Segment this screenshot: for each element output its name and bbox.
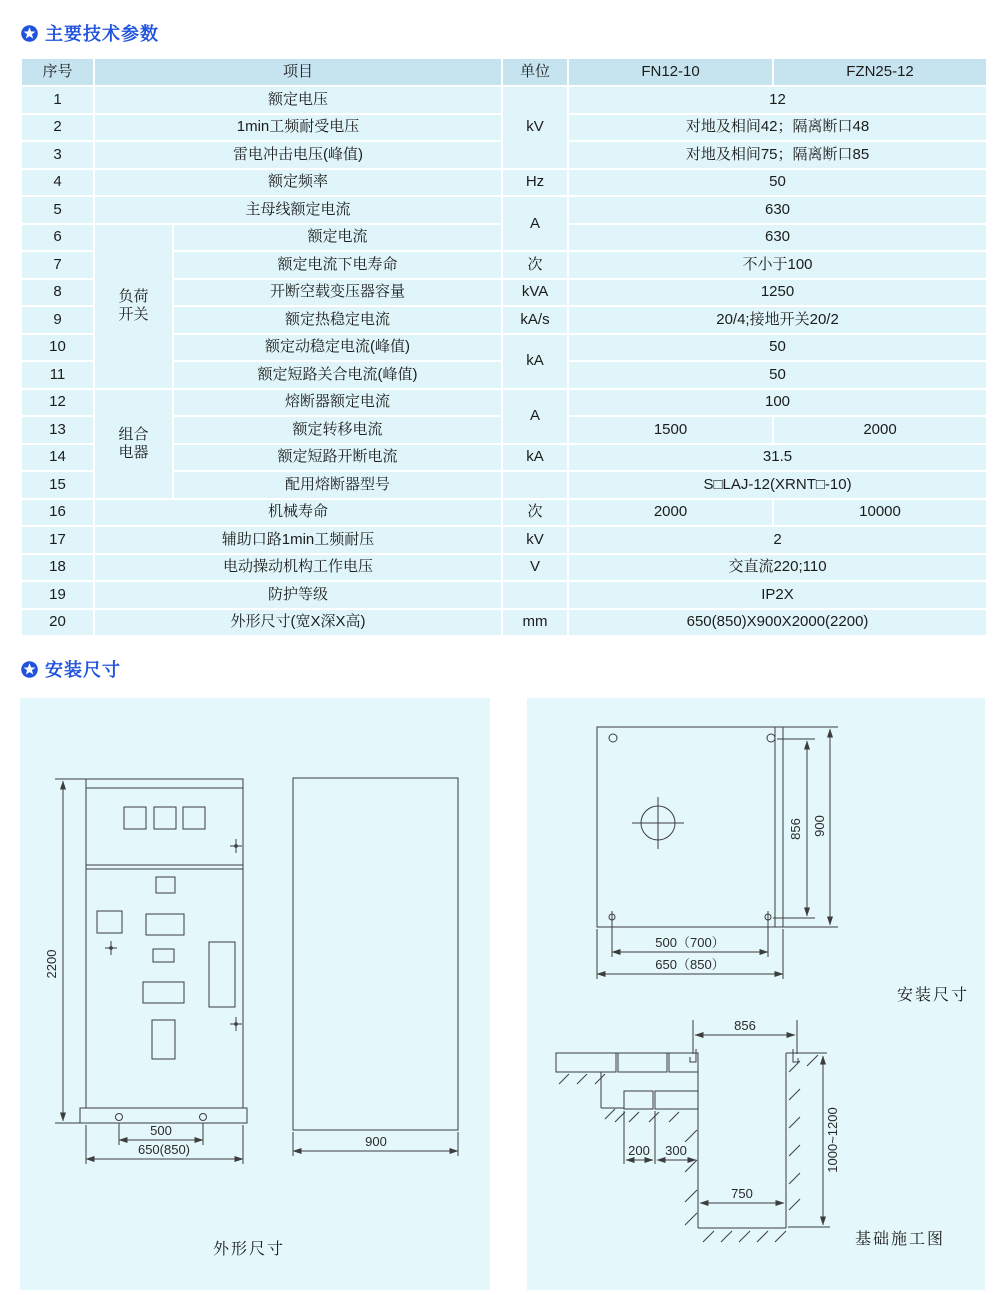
cell-unit: 次	[502, 499, 568, 527]
table-row	[21, 526, 987, 554]
side-view-drawing	[293, 778, 458, 1156]
cell-value: 对地及相间75；隔离断口85	[568, 141, 987, 169]
installation-drawing-svg	[527, 698, 985, 1290]
cell-value: 630	[568, 196, 987, 224]
dim-step2-label: 300	[665, 1143, 687, 1158]
drawing-caption-foundation: 基础施工图	[854, 1231, 946, 1248]
table-row	[21, 389, 987, 417]
cell-unit-empty	[502, 581, 568, 609]
outline-drawing-svg	[20, 698, 490, 1290]
section-title-installation-dimensions	[21, 656, 121, 682]
dim-width-label: 650(850)	[137, 1142, 191, 1157]
foundation-section-drawing	[556, 1018, 945, 1248]
cell-value: 2	[568, 526, 987, 554]
section-title-main-parameters	[21, 20, 159, 46]
section-title-text: 安装尺寸	[45, 660, 121, 680]
dim-hole-spacing-label: 500	[150, 1123, 172, 1138]
dim-depth-label: 900	[812, 815, 827, 837]
cell-item: 熔断器额定电流	[173, 389, 502, 417]
installation-drawing-panel	[527, 698, 985, 1290]
group-label-line: 开关	[118, 306, 149, 323]
front-view-drawing	[44, 779, 247, 1164]
cell-value: S□LAJ-12(XRNT□-10)	[568, 471, 987, 499]
star-badge-icon	[21, 661, 38, 678]
cell-group-load-switch	[94, 224, 173, 389]
cell-value: 100	[568, 389, 987, 417]
cell-no: 19	[21, 581, 94, 609]
cell-item: 雷电冲击电压(峰值)	[94, 141, 502, 169]
cell-item: 额定电压	[94, 86, 502, 114]
cell-unit: mm	[502, 609, 568, 637]
table-row	[21, 581, 987, 609]
group-label-line: 负荷	[118, 288, 149, 305]
cell-unit: kA/s	[502, 306, 568, 334]
drawing-caption-mounting: 安装尺寸	[896, 987, 970, 1004]
cell-item: 辅助口路1min工频耐压	[94, 526, 502, 554]
cell-no: 11	[21, 361, 94, 389]
star-badge-icon	[21, 25, 38, 42]
table-row	[21, 86, 987, 114]
dim-step1-label: 200	[628, 1143, 650, 1158]
cell-no: 14	[21, 444, 94, 472]
cell-value: 50	[568, 334, 987, 362]
cell-value-fzn25: 2000	[773, 416, 987, 444]
dim-hole-spacing-v-label: 856	[788, 818, 803, 840]
section-title-text: 主要技术参数	[45, 24, 159, 44]
outline-drawing-panel	[20, 698, 490, 1290]
cell-value: 20/4;接地开关20/2	[568, 306, 987, 334]
cell-unit: kA	[502, 444, 568, 472]
cell-unit: kV	[502, 86, 568, 169]
cell-unit: A	[502, 389, 568, 444]
dim-pit-width-label: 750	[731, 1186, 753, 1201]
cell-unit: 次	[502, 251, 568, 279]
col-header-model-2: FZN25-12	[773, 58, 987, 86]
col-header-unit: 单位	[502, 58, 568, 86]
cell-item: 机械寿命	[94, 499, 502, 527]
table-row	[21, 499, 987, 527]
cell-value: 650(850)X900X2000(2200)	[568, 609, 987, 637]
cell-value: 630	[568, 224, 987, 252]
cell-no: 18	[21, 554, 94, 582]
cell-item: 配用熔断器型号	[173, 471, 502, 499]
cell-no: 10	[21, 334, 94, 362]
cell-no: 15	[21, 471, 94, 499]
dim-top-width-label: 856	[734, 1018, 756, 1033]
cell-item: 额定转移电流	[173, 416, 502, 444]
dim-width-label: 650（850）	[655, 957, 725, 972]
cell-item: 电动操动机构工作电压	[94, 554, 502, 582]
cell-no: 16	[21, 499, 94, 527]
cell-item: 额定动稳定电流(峰值)	[173, 334, 502, 362]
cell-no: 17	[21, 526, 94, 554]
cell-no: 9	[21, 306, 94, 334]
cell-no: 3	[21, 141, 94, 169]
cell-no: 6	[21, 224, 94, 252]
cell-unit: A	[502, 196, 568, 251]
cell-item: 额定短路开断电流	[173, 444, 502, 472]
cell-value: 50	[568, 169, 987, 197]
cell-item: 外形尺寸(宽X深X高)	[94, 609, 502, 637]
dim-hole-spacing-h-label: 500（700）	[655, 935, 725, 950]
col-header-model-1: FN12-10	[568, 58, 773, 86]
cell-no: 13	[21, 416, 94, 444]
cell-item: 额定热稳定电流	[173, 306, 502, 334]
cell-no: 7	[21, 251, 94, 279]
cell-value: 1250	[568, 279, 987, 307]
cell-item: 额定电流	[173, 224, 502, 252]
cell-no: 8	[21, 279, 94, 307]
cell-item: 额定电流下电寿命	[173, 251, 502, 279]
cell-item: 防护等级	[94, 581, 502, 609]
mounting-plate-drawing	[597, 727, 969, 1004]
col-header-item: 项目	[94, 58, 502, 86]
group-label-line: 组合	[118, 425, 149, 443]
cell-value-fn12: 1500	[568, 416, 773, 444]
cell-unit: V	[502, 554, 568, 582]
cell-no: 1	[21, 86, 94, 114]
cell-no: 4	[21, 169, 94, 197]
table-row	[21, 196, 987, 224]
cell-value-fzn25: 10000	[773, 499, 987, 527]
technical-parameters-table	[20, 57, 988, 637]
cell-no: 20	[21, 609, 94, 637]
cell-unit: Hz	[502, 169, 568, 197]
cell-value: 31.5	[568, 444, 987, 472]
drawing-caption-outline: 外形尺寸	[212, 1241, 286, 1258]
dim-depth-label: 900	[365, 1134, 387, 1149]
group-label-line: 电器	[118, 443, 149, 461]
dim-pit-depth-label: 1000~1200	[825, 1107, 840, 1173]
col-header-no: 序号	[21, 58, 94, 86]
cell-unit: kVA	[502, 279, 568, 307]
table-row	[21, 554, 987, 582]
cell-value: 12	[568, 86, 987, 114]
cell-value: 交直流220;110	[568, 554, 987, 582]
table-row	[21, 609, 987, 637]
cell-value: 50	[568, 361, 987, 389]
cell-item: 额定频率	[94, 169, 502, 197]
dim-height-label: 2200	[44, 949, 59, 979]
cell-value-fn12: 2000	[568, 499, 773, 527]
table-row	[21, 169, 987, 197]
cell-value: 对地及相间42；隔离断口48	[568, 114, 987, 142]
cell-no: 5	[21, 196, 94, 224]
cell-value: 不小于100	[568, 251, 987, 279]
cell-group-combined-apparatus	[94, 389, 173, 499]
cell-unit: kV	[502, 526, 568, 554]
cell-value: IP2X	[568, 581, 987, 609]
cell-unit: kA	[502, 334, 568, 389]
cell-unit-empty	[502, 471, 568, 499]
cell-item: 1min工频耐受电压	[94, 114, 502, 142]
cell-item: 开断空载变压器容量	[173, 279, 502, 307]
cell-item: 额定短路关合电流(峰值)	[173, 361, 502, 389]
cell-no: 12	[21, 389, 94, 417]
cell-item: 主母线额定电流	[94, 196, 502, 224]
cell-no: 2	[21, 114, 94, 142]
